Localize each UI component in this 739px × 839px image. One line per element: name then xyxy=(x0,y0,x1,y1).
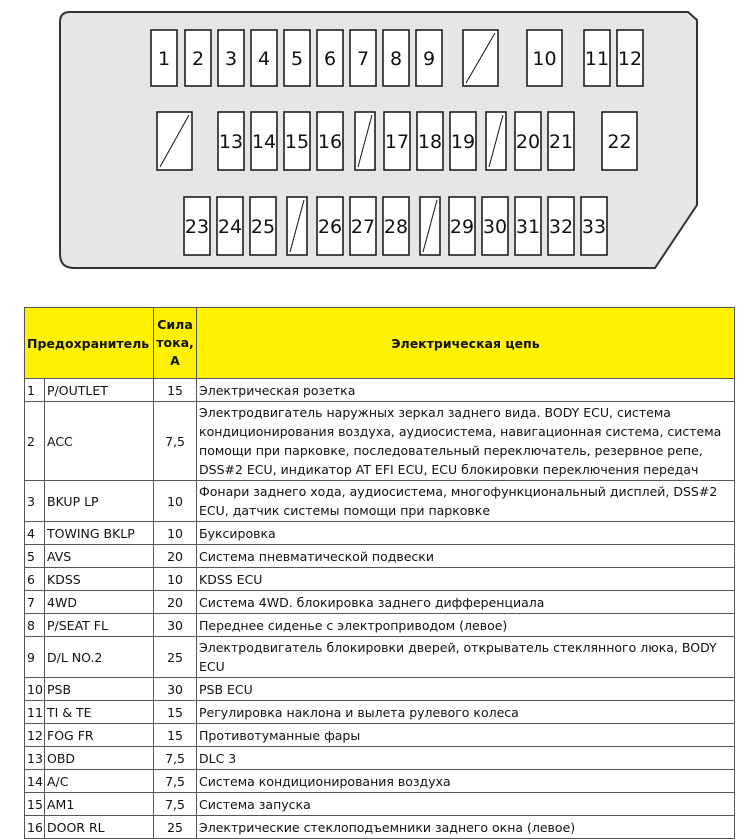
table-row xyxy=(25,770,735,793)
cell-circuit: Противотуманные фары xyxy=(197,724,735,747)
table-row xyxy=(25,614,735,637)
cell-circuit: Электрические стеклоподъемники заднего окна (левое) xyxy=(197,816,735,839)
fuse-label: 29 xyxy=(449,216,475,238)
fuse-25 xyxy=(250,197,276,255)
cell-circuit: Электродвигатель наружных зеркал заднего вида. BODY ECU, система кондиционирования воздуха, аудиосистема, навигационная система, система помощи при парковке, последовательный переключатель, резервное репе, DSS#2 ECU, индикатор AT EFI ECU, ECU блокировки переключения передач xyxy=(197,402,735,481)
fuse-label: 12 xyxy=(617,48,643,70)
cell-circuit: PSB ECU xyxy=(197,678,735,701)
fuse-27 xyxy=(350,197,376,255)
cell-number: 12 xyxy=(25,724,45,747)
spare-fuse-slot xyxy=(287,197,307,255)
cell-current: 15 xyxy=(154,724,197,747)
spare-fuse-slot xyxy=(157,112,192,170)
cell-fuse-name: P/SEAT FL xyxy=(45,614,154,637)
cell-fuse-name: P/OUTLET xyxy=(45,379,154,402)
cell-current: 30 xyxy=(154,614,197,637)
cell-current: 20 xyxy=(154,545,197,568)
fuse-26 xyxy=(317,197,343,255)
cell-current: 30 xyxy=(154,678,197,701)
cell-fuse-name: PSB xyxy=(45,678,154,701)
cell-fuse-name: D/L NO.2 xyxy=(45,637,154,678)
cell-fuse-name: FOG FR xyxy=(45,724,154,747)
cell-number: 4 xyxy=(25,522,45,545)
cell-fuse-name: TOWING BKLP xyxy=(45,522,154,545)
header-circuit: Электрическая цепь xyxy=(197,308,735,379)
cell-circuit: Электрическая розетка xyxy=(197,379,735,402)
fuse-24 xyxy=(217,197,243,255)
table-row xyxy=(25,816,735,839)
table-row xyxy=(25,481,735,522)
cell-current: 25 xyxy=(154,816,197,839)
cell-number: 5 xyxy=(25,545,45,568)
table-row xyxy=(25,568,735,591)
header-current xyxy=(154,308,197,379)
table-row xyxy=(25,637,735,678)
table-row xyxy=(25,793,735,816)
cell-fuse-name: ACC xyxy=(45,402,154,481)
cell-fuse-name: BKUP LP xyxy=(45,481,154,522)
cell-number: 3 xyxy=(25,481,45,522)
fuse-label: 8 xyxy=(389,48,403,70)
cell-number: 14 xyxy=(25,770,45,793)
fuse-label: 25 xyxy=(250,216,276,238)
cell-number: 1 xyxy=(25,379,45,402)
cell-fuse-name: A/C xyxy=(45,770,154,793)
cell-fuse-name: DOOR RL xyxy=(45,816,154,839)
header-current-line3: А xyxy=(170,353,180,368)
cell-current: 10 xyxy=(154,522,197,545)
fuse-label: 16 xyxy=(317,131,343,153)
cell-fuse-name: AM1 xyxy=(45,793,154,816)
cell-current: 7,5 xyxy=(154,402,197,481)
fuse-9 xyxy=(416,30,442,86)
fuse-19 xyxy=(450,112,476,170)
fuse-box-diagram xyxy=(0,0,739,290)
table-row xyxy=(25,678,735,701)
fuse-table xyxy=(24,307,735,839)
fuse-14 xyxy=(251,112,277,170)
fuse-7 xyxy=(350,30,376,86)
cell-circuit: Буксировка xyxy=(197,522,735,545)
fuse-label: 14 xyxy=(251,131,277,153)
fuse-3 xyxy=(218,30,244,86)
header-current-line1: Сила xyxy=(157,317,193,332)
fuse-label: 27 xyxy=(350,216,376,238)
fuse-11 xyxy=(584,30,610,86)
cell-current: 15 xyxy=(154,701,197,724)
spare-fuse-slot xyxy=(355,112,375,170)
fuse-31 xyxy=(515,197,541,255)
cell-circuit: Регулировка наклона и вылета рулевого колеса xyxy=(197,701,735,724)
fuse-label: 15 xyxy=(284,131,310,153)
header-fuse: Предохранитель xyxy=(25,308,154,379)
fuse-label: 19 xyxy=(450,131,476,153)
spare-fuse-slot xyxy=(463,30,498,86)
fuse-label: 4 xyxy=(257,48,271,70)
cell-fuse-name: AVS xyxy=(45,545,154,568)
table-row xyxy=(25,379,735,402)
fuse-label: 2 xyxy=(191,48,205,70)
fuse-label: 32 xyxy=(548,216,574,238)
cell-current: 25 xyxy=(154,637,197,678)
cell-circuit: Система кондиционирования воздуха xyxy=(197,770,735,793)
fuse-label: 13 xyxy=(218,131,244,153)
table-header-row xyxy=(25,308,735,379)
cell-number: 16 xyxy=(25,816,45,839)
table-row xyxy=(25,402,735,481)
table-row xyxy=(25,591,735,614)
table-row xyxy=(25,747,735,770)
cell-circuit: Система пневматической подвески xyxy=(197,545,735,568)
fuse-16 xyxy=(317,112,343,170)
cell-circuit: Фонари заднего хода, аудиосистема, многофункциональный дисплей, DSS#2 ECU, датчик системы помощи при парковке xyxy=(197,481,735,522)
fuse-label: 9 xyxy=(422,48,436,70)
fuse-22 xyxy=(602,112,637,170)
fuse-15 xyxy=(284,112,310,170)
cell-circuit: DLC 3 xyxy=(197,747,735,770)
fuse-table-body xyxy=(25,379,735,839)
fuse-label: 30 xyxy=(482,216,508,238)
cell-number: 7 xyxy=(25,591,45,614)
table-row xyxy=(25,724,735,747)
fuse-label: 7 xyxy=(356,48,370,70)
cell-number: 8 xyxy=(25,614,45,637)
fuse-label: 20 xyxy=(515,131,541,153)
fuse-13 xyxy=(218,112,244,170)
fuse-17 xyxy=(384,112,410,170)
fuse-label: 5 xyxy=(290,48,304,70)
fuse-23 xyxy=(184,197,210,255)
cell-circuit: Переднее сиденье с электроприводом (левое) xyxy=(197,614,735,637)
fuse-label: 22 xyxy=(607,131,632,153)
fuse-label: 33 xyxy=(581,216,607,238)
cell-circuit: Электродвигатель блокировки дверей, открыватель стеклянного люка, BODY ECU xyxy=(197,637,735,678)
spare-fuse-slot xyxy=(420,197,440,255)
table-row xyxy=(25,522,735,545)
cell-circuit: Система 4WD. блокировка заднего дифференциала xyxy=(197,591,735,614)
fuse-label: 26 xyxy=(317,216,343,238)
fuse-label: 28 xyxy=(383,216,409,238)
fuse-18 xyxy=(417,112,443,170)
cell-current: 10 xyxy=(154,568,197,591)
fuse-30 xyxy=(482,197,508,255)
cell-number: 9 xyxy=(25,637,45,678)
cell-number: 6 xyxy=(25,568,45,591)
spare-fuse-slot xyxy=(486,112,506,170)
fuse-label: 23 xyxy=(184,216,210,238)
cell-current: 7,5 xyxy=(154,747,197,770)
cell-fuse-name: 4WD xyxy=(45,591,154,614)
table-row xyxy=(25,545,735,568)
fuse-20 xyxy=(515,112,541,170)
cell-fuse-name: KDSS xyxy=(45,568,154,591)
fuse-label: 24 xyxy=(217,216,243,238)
fuse-4 xyxy=(251,30,277,86)
cell-fuse-name: OBD xyxy=(45,747,154,770)
fuse-10 xyxy=(527,30,562,86)
fuse-5 xyxy=(284,30,310,86)
fuse-1 xyxy=(151,30,177,86)
cell-current: 7,5 xyxy=(154,793,197,816)
fuse-21 xyxy=(548,112,574,170)
fuse-28 xyxy=(383,197,409,255)
fuse-label: 3 xyxy=(224,48,238,70)
cell-fuse-name: TI & TE xyxy=(45,701,154,724)
fuse-12 xyxy=(617,30,643,86)
cell-number: 10 xyxy=(25,678,45,701)
cell-current: 7,5 xyxy=(154,770,197,793)
fuse-6 xyxy=(317,30,343,86)
fuse-33 xyxy=(581,197,607,255)
fuse-2 xyxy=(185,30,211,86)
fuse-label: 6 xyxy=(323,48,337,70)
cell-number: 2 xyxy=(25,402,45,481)
fuse-label: 21 xyxy=(548,131,574,153)
cell-current: 10 xyxy=(154,481,197,522)
fuse-label: 11 xyxy=(584,48,610,70)
fuse-8 xyxy=(383,30,409,86)
cell-circuit: KDSS ECU xyxy=(197,568,735,591)
cell-number: 13 xyxy=(25,747,45,770)
header-current-line2: тока, xyxy=(156,335,194,350)
fuse-32 xyxy=(548,197,574,255)
table-row xyxy=(25,701,735,724)
fuse-label: 31 xyxy=(515,216,541,238)
cell-current: 15 xyxy=(154,379,197,402)
fuse-label: 10 xyxy=(532,48,557,70)
fuse-label: 17 xyxy=(384,131,410,153)
cell-number: 15 xyxy=(25,793,45,816)
cell-circuit: Система запуска xyxy=(197,793,735,816)
fuse-29 xyxy=(449,197,475,255)
cell-number: 11 xyxy=(25,701,45,724)
fuse-label: 1 xyxy=(157,48,171,70)
fuse-label: 18 xyxy=(417,131,443,153)
cell-current: 20 xyxy=(154,591,197,614)
